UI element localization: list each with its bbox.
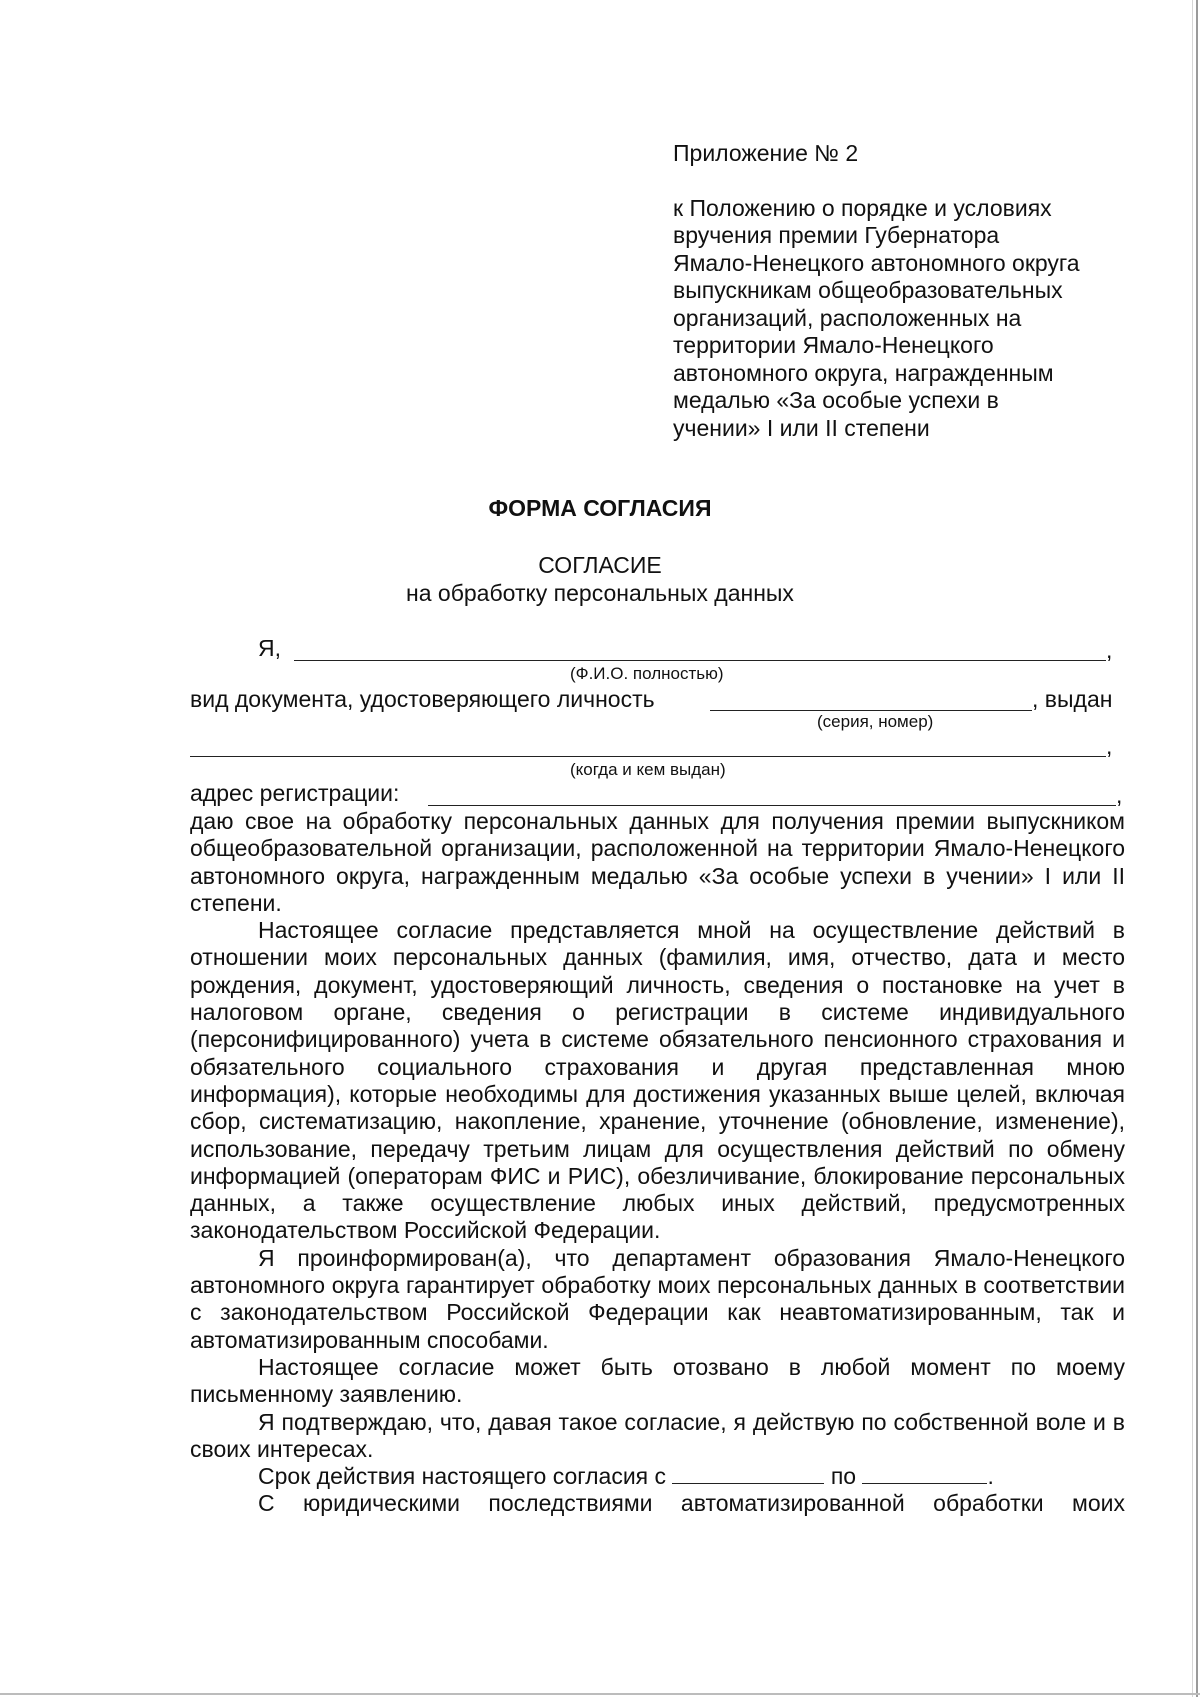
paragraph: Я проинформирован(а), что департамент образования Ямало-Ненецкого автономного округа гарантирует обработку моих персональных данных в соответствии с законодательством Российской Федерации как неавтоматизированным, так и автоматизированным способами. [190,1244,1125,1353]
paragraph: Я подтверждаю, что, давая такое согласие, я действую по собственной воле и в своих интересах. [190,1408,1125,1462]
address-label: адрес регистрации: [190,780,400,806]
doc-number-input-line[interactable] [710,710,1032,711]
issued-by-input-line[interactable] [190,756,1106,757]
consent-title: СОГЛАСИЕ [538,552,662,578]
appendix-block [673,140,1133,442]
term-start-input[interactable] [672,1463,824,1484]
fio-hint: (Ф.И.О. полностью) [570,664,724,683]
paragraph: даю свое на обработку персональных данных для получения премии выпускником общеобразовательной организации, расположенной на территории Ямало-Ненецкого автономного округа, награжденным медалью «За особые успехи в учении» I или II степени. [190,808,1125,916]
term-prefix: Срок действия настоящего согласия с [258,1463,667,1490]
page-edge-shadow [1192,0,1193,1697]
appendix-line: учении» I или II степени [673,414,930,441]
term-line [190,1463,1125,1490]
consent-body [190,808,1125,1518]
appendix-line: организаций, расположенных на [673,304,1022,331]
address-input-line[interactable] [428,805,1116,806]
last-line: С юридическими последствиями автоматизированной обработки моих [258,1490,1125,1517]
appendix-number: Приложение № 2 [673,140,859,166]
page-edge-right [1196,0,1198,1697]
page-edge-bottom [0,1693,1200,1695]
issued-hint: (когда и кем выдан) [570,760,726,779]
appendix-line: территории Ямало-Ненецкого [673,332,994,358]
issued-comma: , [1106,733,1113,759]
term-end-input[interactable] [862,1463,987,1484]
consent-heading [0,551,1200,607]
appendix-line: Ямало-Ненецкого автономного округа [673,249,1080,276]
doc-label: вид документа, удостоверяющего личность [190,686,655,712]
fio-comma: , [1106,637,1113,663]
appendix-line: вручения премии Губернатора [673,222,1000,248]
term-middle: по [830,1463,857,1490]
address-comma: , [1116,782,1123,808]
paragraph: Настоящее согласие может быть отозвано в любой момент по моему письменному заявлению. [190,1353,1125,1408]
doc-issued-label: , выдан [1032,686,1113,712]
consent-subtitle: на обработку персональных данных [406,580,794,606]
appendix-line: медалью «За особые успехи в [673,387,999,413]
fio-input-line[interactable] [294,660,1106,661]
paragraph: Настоящее согласие представляется мной на осуществление действий в отношении моих персональных данных (фамилия, имя, отчество, дата и место рождения, документ, удостоверяющий личность, сведения о постановке на учет в налоговом органе, сведения о регистрации в системе индивидуального (персонифицированного) учета в системе обязательного пенсионного страхования и обязательного социального страхования и другая представленная мною информация), которые необходимы для достижения указанных выше целей, включая сбор, систематизацию, накопление, хранение, уточнение (обновление, изменение), использование, передачу третьим лицам для осуществления действий по обмену информацией (операторам ФИС и РИС), обезличивание, блокирование персональных данных, а также осуществление любых иных действий, предусмотренных законодательством Российской Федерации. [190,917,1125,1244]
term-suffix: . [987,1463,994,1490]
i-label: Я, [258,635,281,661]
doc-hint: (серия, номер) [817,712,934,731]
appendix-line: автономного округа, награжденным [673,359,1054,386]
form-title: ФОРМА СОГЛАСИЯ [488,495,712,521]
appendix-line: к Положению о порядке и условиях [673,194,1052,221]
appendix-line: выпускникам общеобразовательных [673,277,1063,303]
